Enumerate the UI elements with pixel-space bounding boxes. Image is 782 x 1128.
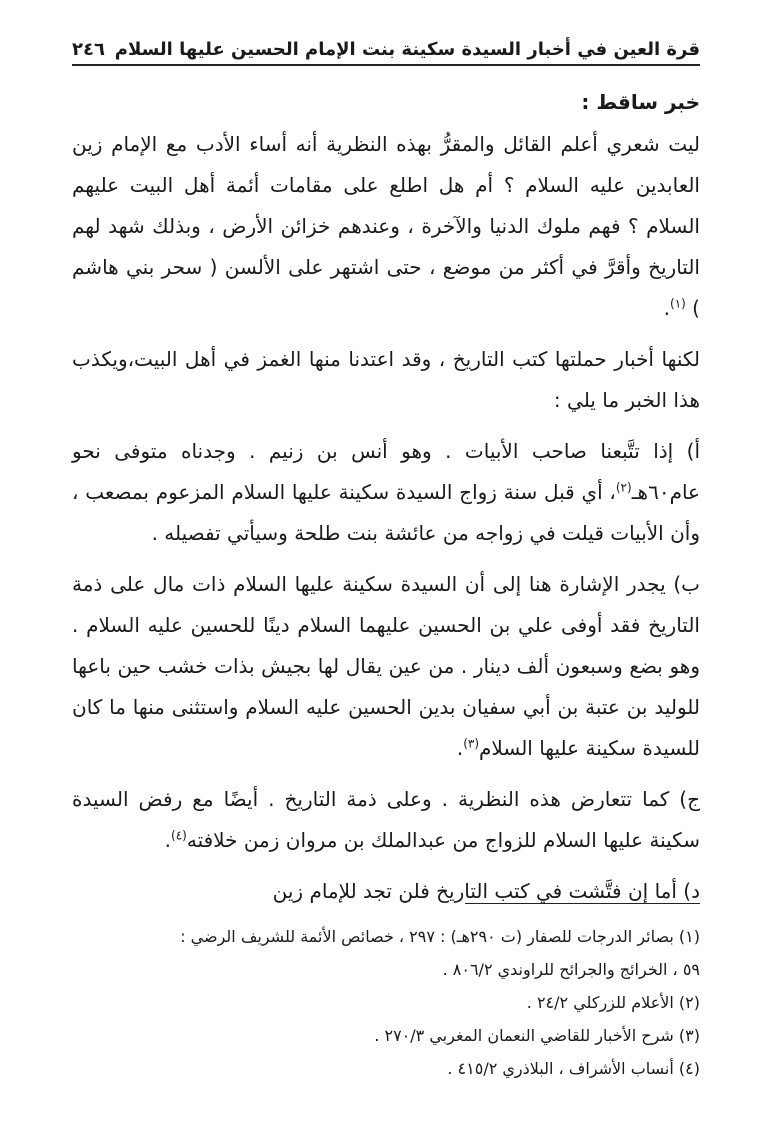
paragraph-c-end: . <box>164 828 172 852</box>
paragraph-2 <box>72 339 700 421</box>
paragraph-1-end: . <box>663 296 670 320</box>
paragraph-a-text-1: أ) إذا تتَّبعنا صاحب الأبيات . وهو أنس بن زنيم . وجدناه متوفى نحو عام٦٠هـ <box>72 439 700 504</box>
paragraph-c-text: ج) كما تتعارض هذه النظرية . وعلى ذمة التاريخ . أيضًا مع رفض السيدة سكينة عليها السلام للزواج من عبدالملك بن مروان زمن خلافته <box>72 787 700 852</box>
paragraph-b-text: ب) يجدر الإشارة هنا إلى أن السيدة سكينة عليها السلام ذات مال على ذمة التاريخ فقد أوفى علي بن الحسين عليهما السلام دينًا للحسين عليه السلام . وهو بضع وسبعون ألف دينار . من عين يقال لها بجيش بذات خشب حين باعها للوليد بن عتبة بن أبي سفيان بدين الحسين عليه السلام واستثنى منها ما كان للسيدة سكينة عليها السلام <box>72 572 700 760</box>
running-header <box>72 28 700 66</box>
section-title: خبر ساقط : <box>581 90 700 114</box>
footnote-line: (١) بصائر الدرجات للصفار (ت ٢٩٠هـ) : ٢٩٧ ، خصائص الأئمة للشريف الرضي : <box>180 927 700 946</box>
paragraph-c <box>72 779 700 861</box>
paragraph-b-end: . <box>456 736 464 760</box>
footnote-ref-2: (٢) <box>615 480 632 495</box>
footnote-line: (٣) شرح الأخبار للقاضي النعمان المغربي ٢٧٠/٣ . <box>374 1026 700 1045</box>
paragraph-a-text-2: ، أي قبل سنة زواج السيدة سكينة عليها السلام المزعوم بمصعب ، وأن الأبيات قيلت في زواجه من عائشة بنت طلحة وسيأتي تفصيله . <box>72 480 700 545</box>
footnote-line: ٥٩ ، الخرائج والجرائح للراوندي ٨٠٦/٢ . <box>442 960 700 979</box>
paragraph-1-text: ليت شعري أعلم القائل والمقرُّ بهذه النظرية أنه أساء الأدب مع الإمام زين العابدين عليه السلام ؟ أم هل اطلع على مقامات أئمة أهل البيت عليهم السلام ؟ فهم ملوك الدنيا والآخرة ، وعندهم خزائن الأرض ، وبذلك شهد لهم التاريخ وأقرَّ في أكثر من موضع ، حتى اشتهر على الألسن ( سحر بني هاشم ) <box>72 132 700 320</box>
paragraph-b <box>72 564 700 769</box>
paragraph-a <box>72 431 700 554</box>
footnote-divider <box>465 903 700 904</box>
paragraph-d <box>72 871 700 912</box>
footnote-line: (٢) الأعلام للزركلي ٢٤/٢ . <box>526 993 700 1012</box>
footnote-line: (٤) أنساب الأشراف ، البلاذري ٤١٥/٢ . <box>447 1059 700 1078</box>
footnote-ref-3: (٣) <box>463 736 480 751</box>
footnotes <box>72 920 700 1085</box>
paragraph-1 <box>72 124 700 329</box>
paragraph-d-text: د) أما إن فتَّشت في كتب التاريخ فلن تجد للإمام زين <box>272 879 700 903</box>
header-title: قرة العين في أخبار السيدة سكينة بنت الإمام الحسين عليها السلام <box>114 39 700 60</box>
footnote-ref-4: (٤) <box>171 828 187 843</box>
paragraph-2-text: لكنها أخبار حملتها كتب التاريخ ، وقد اعتدنا منها الغمز في أهل البيت،ويكذب هذا الخبر ما يلي : <box>72 347 700 412</box>
footnote-ref-1: (١) <box>670 296 686 311</box>
body-text <box>72 124 700 922</box>
page-number: ٢٤٦ <box>72 39 105 60</box>
